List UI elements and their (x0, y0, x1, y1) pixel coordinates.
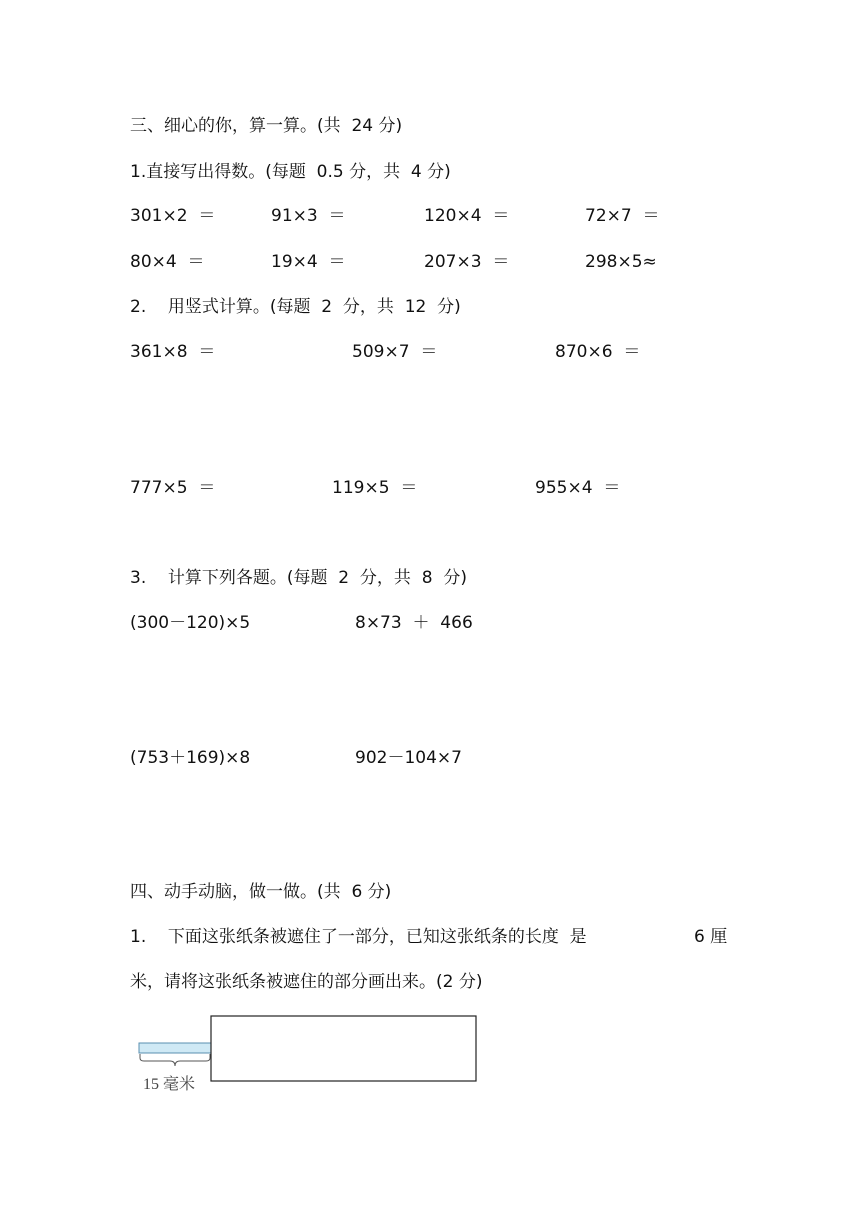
q1-item: 19×4 ＝ (271, 252, 346, 272)
q3-item: (753＋169)×8 (130, 748, 251, 768)
q2-item: 509×7 ＝ (352, 342, 438, 362)
q1-item: 120×4 ＝ (424, 206, 510, 226)
s4-q1-text-line2: 米，请将这张纸条被遮住的部分画出来。(2 分) (130, 972, 483, 992)
q1-item: 80×4 ＝ (130, 252, 205, 272)
q1-item: 91×3 ＝ (271, 206, 346, 226)
q3-item: 902－104×7 (355, 748, 462, 768)
q2-title: 2. 用竖式计算。(每题 2 分，共 12 分) (130, 297, 461, 317)
covering-box (211, 1016, 476, 1081)
s4-q1-text-a: 1. 下面这张纸条被遮住了一部分，已知这张纸条的长度 是 (130, 927, 587, 947)
visible-strip (139, 1043, 211, 1053)
q3-item: (300－120)×5 (130, 613, 251, 633)
q3-item: 8×73 ＋ 466 (355, 613, 473, 633)
s4-q1-text-b: 6 厘 (694, 927, 728, 947)
q2-item: 119×5 ＝ (332, 478, 418, 498)
q1-item: 72×7 ＝ (585, 206, 660, 226)
q1-item: 298×5≈ (585, 252, 657, 272)
q1-title: 1.直接写出得数。(每题 0.5 分，共 4 分) (130, 162, 451, 182)
q2-item: 361×8 ＝ (130, 342, 216, 362)
q1-item: 207×3 ＝ (424, 252, 510, 272)
q2-item: 777×5 ＝ (130, 478, 216, 498)
figure-label: 15 毫米 (143, 1076, 196, 1093)
measure-brace (140, 1054, 210, 1066)
q2-item: 870×6 ＝ (555, 342, 641, 362)
section3-title: 三、细心的你，算一算。(共 24 分) (130, 116, 403, 136)
q1-item: 301×2 ＝ (130, 206, 216, 226)
section4-title: 四、动手动脑，做一做。(共 6 分) (130, 882, 392, 902)
q3-title: 3. 计算下列各题。(每题 2 分，共 8 分) (130, 568, 467, 588)
q2-item: 955×4 ＝ (535, 478, 621, 498)
